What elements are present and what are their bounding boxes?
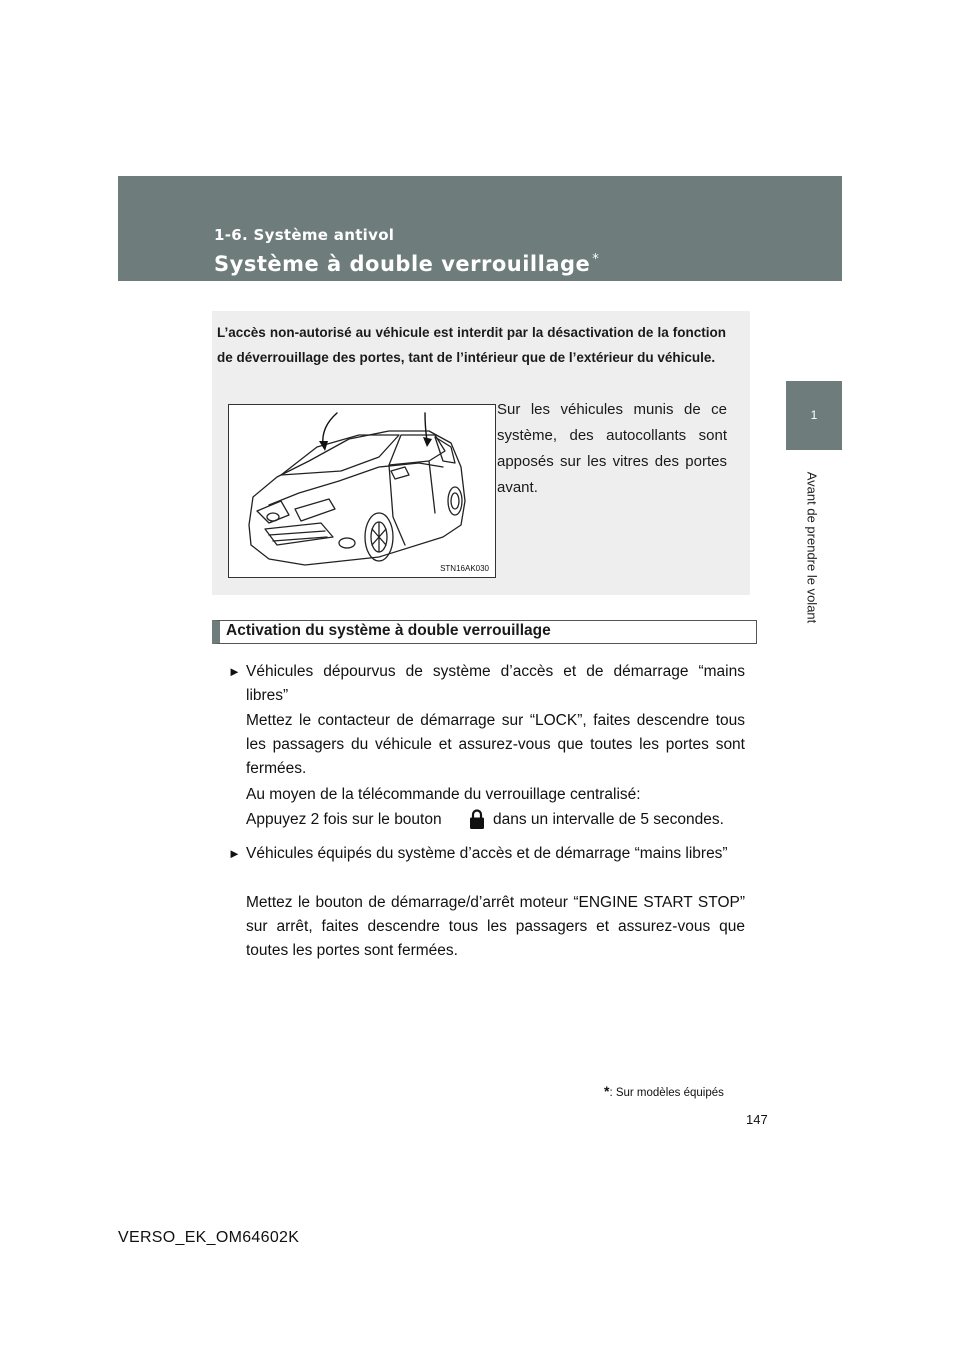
- page-title: [214, 252, 599, 276]
- intro-bold-text: L’accès non-autorisé au véhicule est interdit par la désactivation de la fonction de déverrouillage des portes, tant de l’intérieur que de l’extérieur du véhicule.: [217, 325, 726, 365]
- instruction-paragraph: Mettez le contacteur de démarrage sur “LOCK”, faites descendre tous les passagers du véhicule et assurez-vous que toutes les portes sont fermées.: [246, 712, 745, 777]
- activation-heading: [212, 620, 757, 644]
- document-id: VERSO_EK_OM64602K: [118, 1229, 300, 1246]
- arrow-icon: ►: [228, 846, 241, 861]
- page-title-text: Système à double verrouillage: [214, 252, 591, 276]
- equipped-asterisk: *: [592, 252, 600, 267]
- section-label: 1-6. Système antivol: [214, 226, 395, 244]
- page-number: 147: [746, 1112, 768, 1127]
- figure-code: STN16AK030: [440, 564, 489, 573]
- chapter-label: [798, 462, 826, 632]
- chapter-tab: 1: [786, 381, 842, 450]
- chapter-label-text: Avant de prendre le volant: [804, 471, 820, 623]
- intro-side-text: Sur les véhicules munis de ce système, des autocollants sont apposés sur les vitres des portes avant.: [497, 401, 727, 496]
- car-drawing: [229, 405, 495, 577]
- arrow-icon: ►: [228, 664, 241, 679]
- bullet-text: Véhicules dépourvus de système d’accès et de démarrage “mains libres”: [246, 663, 745, 704]
- footnote-text: : Sur modèles équipés: [609, 1087, 724, 1099]
- intro-box: [212, 311, 750, 595]
- car-illustration: [228, 404, 496, 578]
- header-band: [118, 176, 842, 281]
- footnote: [604, 1083, 724, 1099]
- press-instruction-end: dans un intervalle de 5 secondes.: [493, 811, 724, 828]
- press-instruction-start: Appuyez 2 fois sur le bouton: [246, 811, 442, 828]
- footnote-asterisk: *: [604, 1083, 610, 1099]
- activation-heading-text: Activation du système à double verrouillage: [226, 622, 551, 639]
- bullet-text: Véhicules équipés du système d’accès et de démarrage “mains libres”: [246, 845, 728, 862]
- instruction-paragraph: Mettez le bouton de démarrage/d’arrêt moteur “ENGINE START STOP” sur arrêt, faites descendre tous les passagers et assurez-vous que toutes les portes sont fermées.: [246, 894, 745, 959]
- lock-icon: [468, 808, 486, 830]
- remote-line: Au moyen de la télécommande du verrouillage centralisé:: [246, 786, 641, 803]
